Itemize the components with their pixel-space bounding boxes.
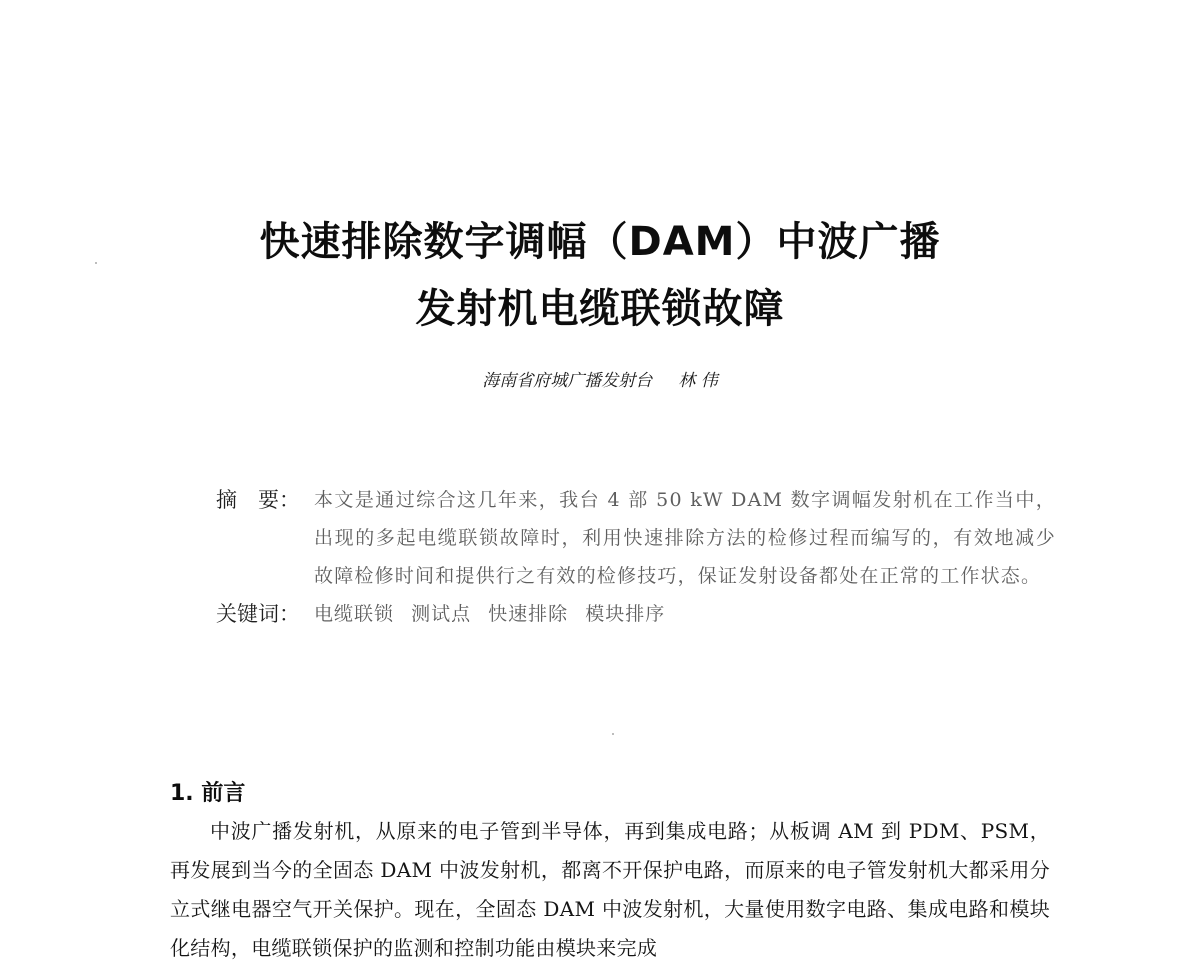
abstract-block (216, 481, 1056, 633)
keyword: 测试点 (411, 603, 472, 625)
affiliation: 海南省府城广播发射台 (482, 371, 653, 391)
body-paragraph: 中波广播发射机，从原来的电子管到半导体，再到集成电路；从板调 AM 到 PDM、PSM，再发展到当今的全固态 DAM 中波发射机，都离不开保护电路，而原来的电子管发射机大都采用分立式继电器空气开关保护。现在，全固态 DAM 中波发射机，大量使用数字电路、集成电路和模块化结构，电缆联锁保护的监测和控制功能由模块来完成 (170, 819, 1050, 960)
title-line-1: 快速排除数字调幅（DAM）中波广播 (259, 219, 941, 265)
abstract-label: 摘 要： (216, 488, 300, 512)
scan-speck (95, 262, 97, 264)
keywords-row (216, 595, 1056, 633)
keywords-label: 关键词： (216, 602, 300, 626)
keywords-list (314, 595, 675, 633)
abstract-row (216, 481, 1056, 595)
section-heading: 1. 前言 (170, 781, 246, 806)
author-name: 林 伟 (678, 371, 718, 391)
keyword: 电缆联锁 (314, 603, 395, 625)
abstract-text: 本文是通过综合这几年来，我台 4 部 50 kW DAM 数字调幅发射机在工作当中，出现的多起电缆联锁故障时，利用快速排除方法的检修过程而编写的，有效地减少故障检修时间和提供行之有效的检修技巧，保证发射设备都处在正常的工作状态。 (314, 489, 1056, 587)
title-line-2: 发射机电缆联锁故障 (415, 286, 785, 332)
author-line (0, 366, 1200, 391)
keyword: 快速排除 (488, 603, 569, 625)
keyword: 模块排序 (585, 603, 666, 625)
scan-speck (612, 733, 614, 735)
